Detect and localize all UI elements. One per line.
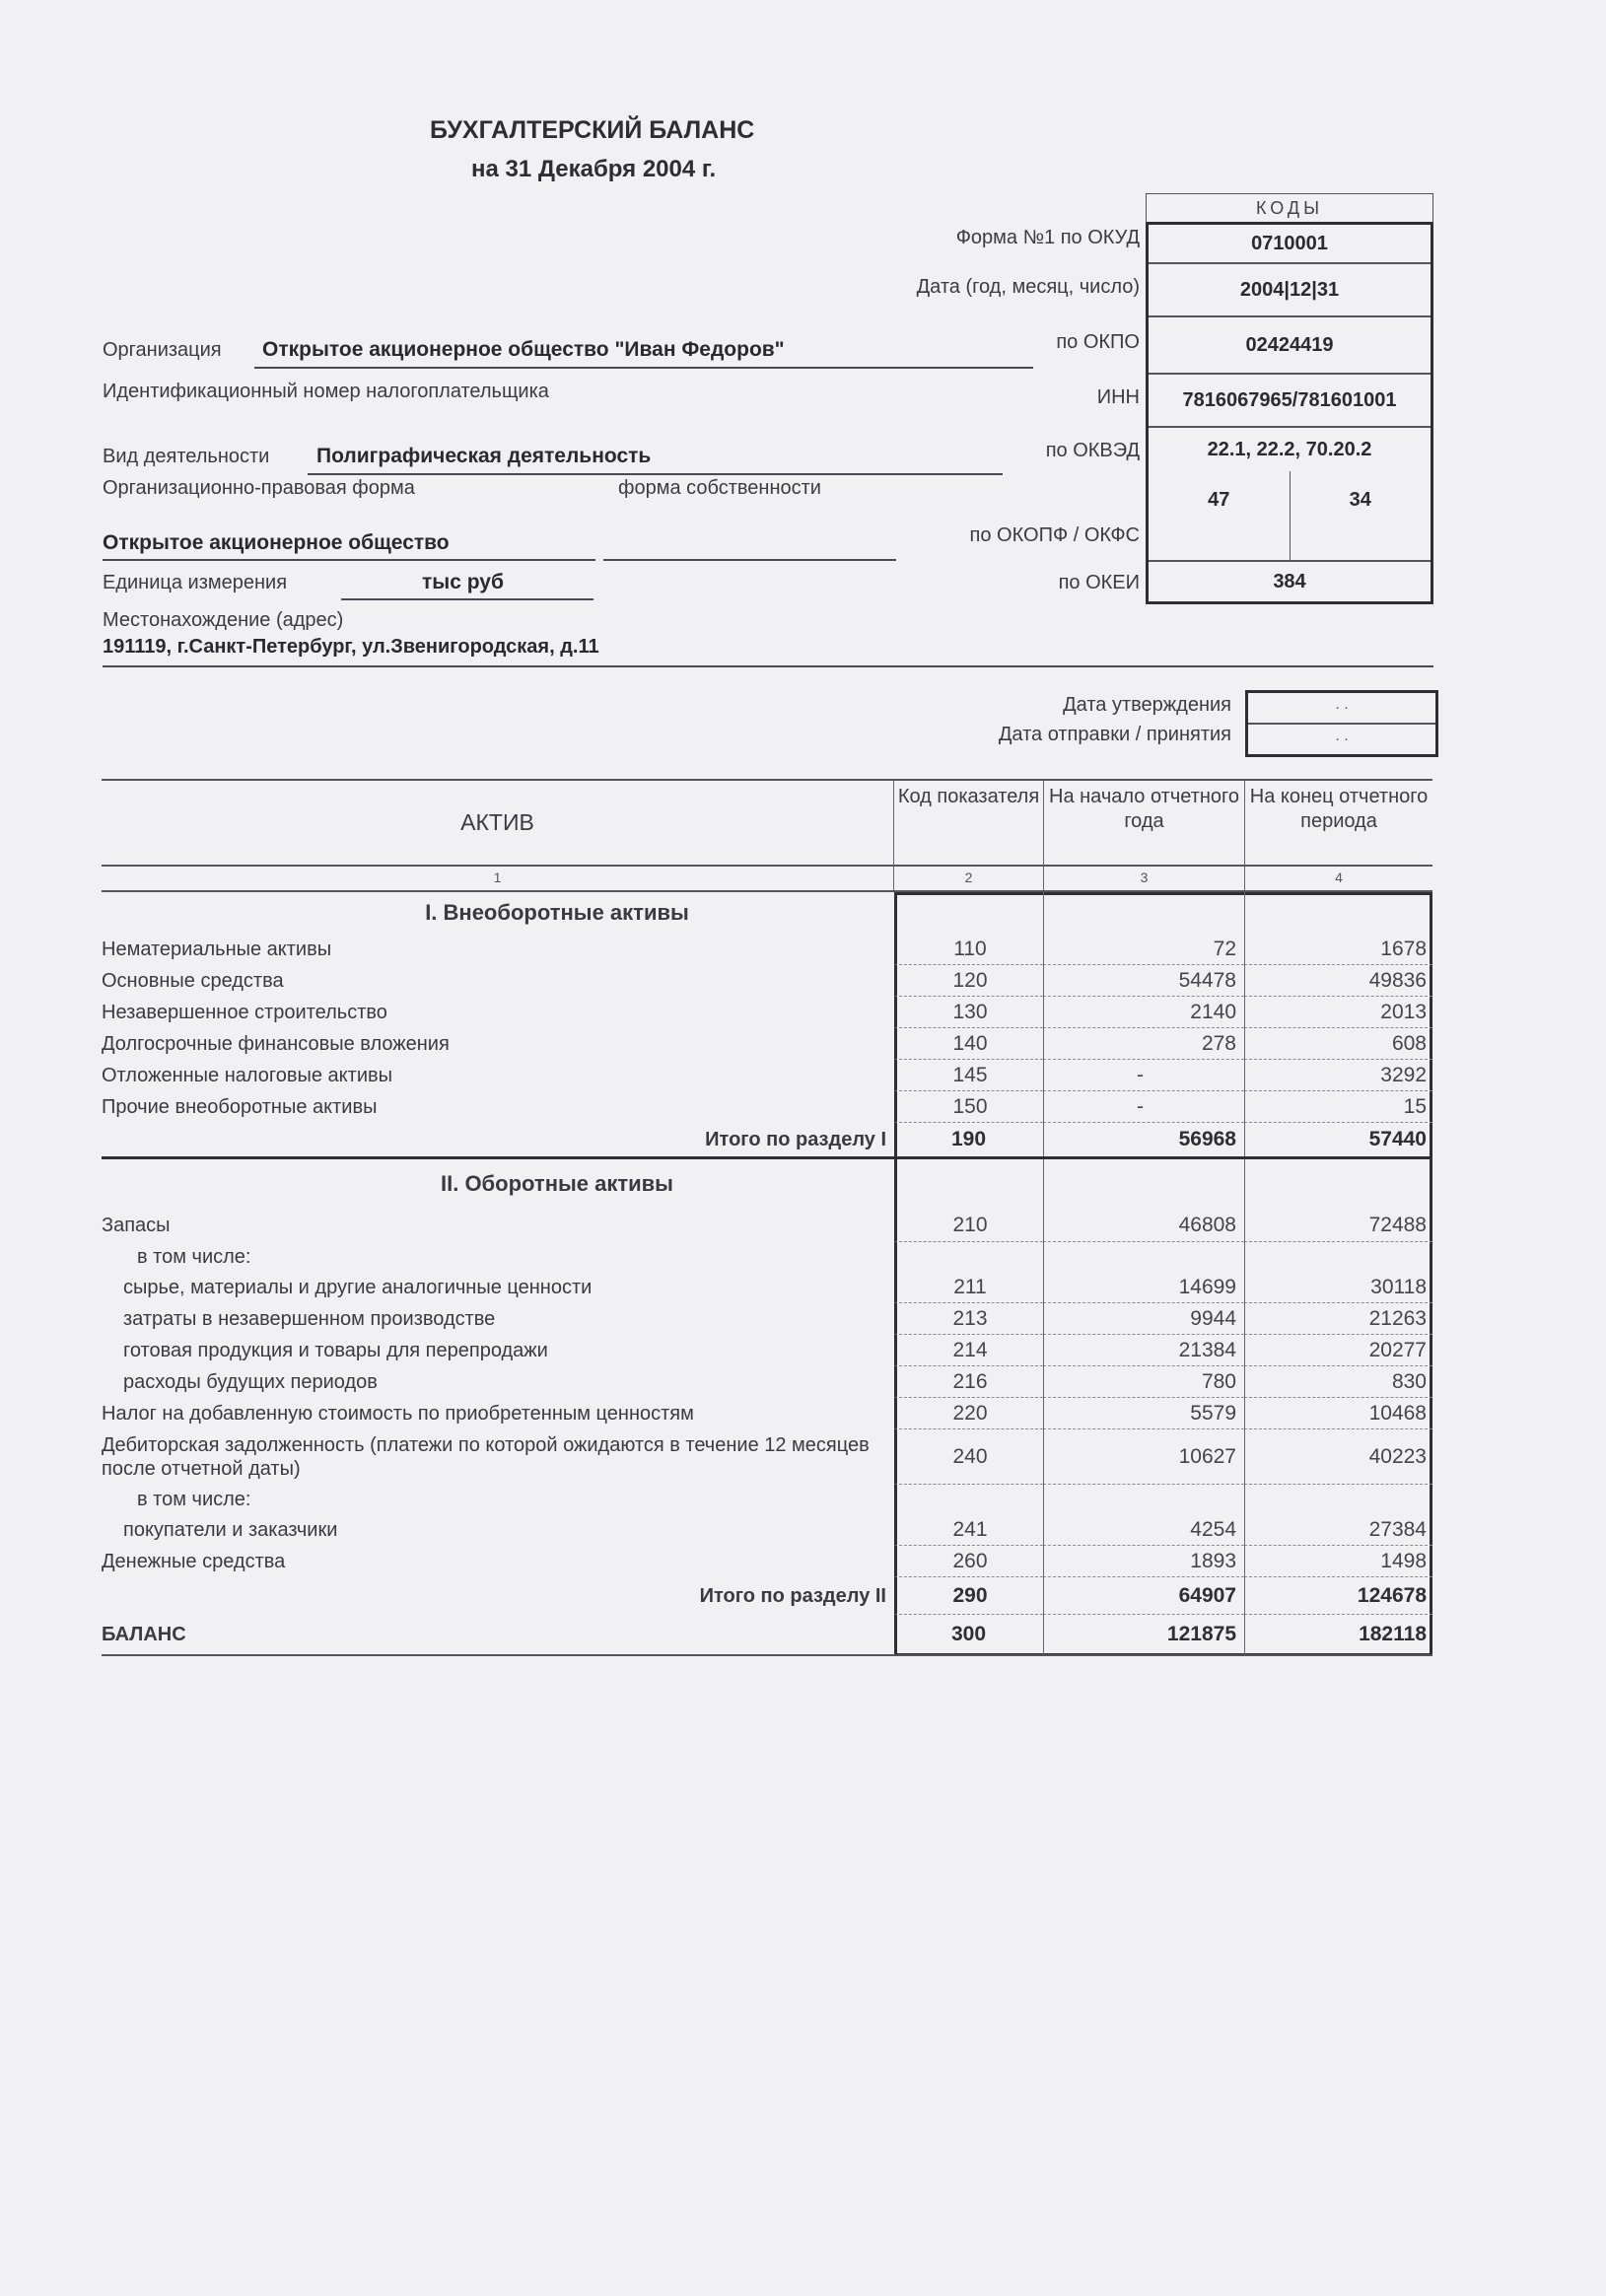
row-end-value: 2013 [1244,997,1432,1028]
table-header-row [102,779,1432,865]
row-end-value: 40223 [1244,1429,1432,1485]
row-label: в том числе: [137,1246,251,1268]
organization-underline [254,367,1033,369]
legal-form-value: Открытое акционерное общество [103,531,450,554]
document-title: БУХГАЛТЕРСКИЙ БАЛАНС [430,116,755,144]
row-label: Долгосрочные финансовые вложения [102,1033,450,1055]
section-2-heading [102,1159,1432,1209]
table-row [102,1060,1432,1091]
row-code: 220 [894,1398,1043,1429]
row-label: покупатели и заказчики [123,1519,338,1541]
row-end-value: 49836 [1244,965,1432,997]
row-end-value: 30118 [1244,1272,1432,1303]
sent-date-value: . . [1335,728,1349,744]
column-number: 4 [1244,867,1432,890]
unit-underline [341,598,594,600]
row-code: 120 [894,965,1043,997]
table-row [102,1429,1432,1485]
total-end-value: 57440 [1244,1123,1432,1156]
row-end-value: 10468 [1244,1398,1432,1429]
table-row [102,934,1432,965]
row-start-value: 780 [1043,1366,1244,1398]
codes-box [1146,193,1433,604]
row-code: 145 [894,1060,1043,1091]
unit-label: Единица измерения [103,572,288,593]
row-label: сырье, материалы и другие аналогичные ценности [123,1277,593,1298]
unit-value: тыс руб [422,571,504,593]
row-label: готовая продукция и товары для перепродажи [123,1340,548,1361]
okopf-okfs-label: по ОКОПФ / ОКФС [969,524,1140,546]
header-start: На начало отчетного года [1043,781,1244,865]
legal-form-underline [103,559,595,561]
row-start-value: 1893 [1043,1546,1244,1577]
row-end-value: 1498 [1244,1546,1432,1577]
row-code: 210 [894,1209,1043,1242]
row-code: 130 [894,997,1043,1028]
ownership-label: форма собственности [618,477,821,499]
total-start-value: 64907 [1043,1577,1244,1615]
section-title: II. Оборотные активы [441,1171,673,1196]
row-label: Основные средства [102,970,284,992]
okei-label: по ОКЕИ [1058,572,1140,593]
row-label: Отложенные налоговые активы [102,1065,392,1086]
approval-date-label: Дата утверждения [1063,694,1231,716]
row-end-value: 3292 [1244,1060,1432,1091]
row-start-value: 2140 [1043,997,1244,1028]
row-end-value: 20277 [1244,1335,1432,1366]
column-number: 3 [1043,867,1244,890]
row-label: Запасы [102,1215,171,1236]
row-code: 140 [894,1028,1043,1060]
activity-value: Полиграфическая деятельность [316,445,652,467]
balance-table [102,779,1432,1656]
row-label: Дебиторская задолженность (платежи по которой ожидаются в течение 12 месяцев после отчетной даты) [102,1434,870,1480]
balance-row [102,1615,1432,1656]
dates-box [1245,690,1438,757]
row-end-value: 21263 [1244,1303,1432,1335]
row-start-value: 4254 [1043,1514,1244,1546]
row-end-value: 15 [1244,1091,1432,1123]
legal-form-label: Организационно-правовая форма [103,477,415,499]
total-end-value: 124678 [1244,1577,1432,1615]
row-code: 214 [894,1335,1043,1366]
table-row [102,1028,1432,1060]
table-row [102,1303,1432,1335]
table-row [102,1398,1432,1429]
balance-code: 300 [950,1623,987,1645]
address-underline [103,665,1433,667]
row-start-value: 278 [1043,1028,1244,1060]
okved-label: по ОКВЭД [1045,440,1140,461]
balance-label: БАЛАНС [102,1624,186,1645]
codes-header: КОДЫ [1146,193,1433,222]
table-row [102,1514,1432,1546]
report-date-code: 2004|12|31 [1149,264,1431,317]
row-end-value: 1678 [1244,934,1432,965]
row-code: 213 [894,1303,1043,1335]
row-start-value: 10627 [1043,1429,1244,1485]
row-code: 260 [894,1546,1043,1577]
row-code: 240 [894,1429,1043,1485]
balance-start-value: 121875 [1043,1615,1244,1654]
column-number-row [102,865,1432,892]
section-1-heading [102,892,1432,934]
row-label: затраты в незавершенном производстве [123,1308,496,1330]
section-title: I. Внеоборотные активы [425,900,689,925]
total-start-value: 56968 [1043,1123,1244,1156]
row-code: 150 [894,1091,1043,1123]
okud-label: Форма №1 по ОКУД [955,227,1140,248]
row-start-value: 21384 [1043,1335,1244,1366]
row-end-value: 72488 [1244,1209,1432,1242]
row-start-value: 54478 [1043,965,1244,997]
inn-code-label: ИНН [1096,386,1140,408]
okopf-code: 47 [1149,471,1291,560]
row-end-value: 608 [1244,1028,1432,1060]
row-start-value: 72 [1043,934,1244,965]
table-row [102,1209,1432,1242]
row-start-value: 14699 [1043,1272,1244,1303]
row-start-value: - [1043,1091,1244,1123]
row-label: расходы будущих периодов [123,1371,378,1393]
header-asset: АКТИВ [102,781,894,865]
row-label: Нематериальные активы [102,939,332,960]
activity-underline [308,473,1003,475]
header-code: Код показателя [897,786,1040,807]
balance-end-value: 182118 [1244,1615,1432,1654]
total-code: 290 [894,1577,1043,1615]
okfs-code: 34 [1349,489,1371,511]
address-label: Местонахождение (адрес) [103,609,344,631]
okud-code: 0710001 [1149,225,1431,264]
total-code: 190 [950,1128,987,1150]
row-label: Денежные средства [102,1551,286,1572]
inn-label: Идентификационный номер налогоплательщика [103,381,549,402]
row-start-value: 5579 [1043,1398,1244,1429]
row-code: 110 [894,934,1043,965]
row-end-value: 27384 [1244,1514,1432,1546]
column-number: 2 [964,870,973,885]
table-row [102,1242,1432,1272]
table-row [102,1485,1432,1514]
row-label: Налог на добавленную стоимость по приобретенным ценностям [102,1403,694,1425]
row-end-value: 830 [1244,1366,1432,1398]
total-label: Итого по разделу I [705,1129,886,1150]
organization-value: Открытое акционерное общество "Иван Федоров" [262,338,785,361]
column-number: 1 [102,867,894,890]
row-label: в том числе: [137,1489,251,1510]
date-label: Дата (год, месяц, число) [916,276,1140,298]
sent-date-label: Дата отправки / принятия [998,724,1231,745]
okpo-label: по ОКПО [1056,331,1140,353]
address-value: 191119, г.Санкт-Петербург, ул.Звенигородская, д.11 [103,636,599,658]
document-date: на 31 Декабря 2004 г. [471,156,717,182]
table-row [102,997,1432,1028]
row-code: 216 [894,1366,1043,1398]
table-row [102,1335,1432,1366]
ownership-underline [603,559,896,561]
okei-code: 384 [1273,570,1306,592]
table-row [102,1272,1432,1303]
row-start-value: 9944 [1043,1303,1244,1335]
activity-label: Вид деятельности [103,446,270,467]
table-row [102,1546,1432,1577]
approval-date-value: . . [1248,693,1435,725]
row-start-value: 46808 [1043,1209,1244,1242]
table-row [102,1091,1432,1123]
row-label: Незавершенное строительство [102,1002,387,1023]
organization-label: Организация [103,339,222,361]
row-label: Прочие внеоборотные активы [102,1096,378,1118]
row-code: 241 [894,1514,1043,1546]
section-2-total-row [102,1577,1432,1615]
section-1-total-row [102,1123,1432,1159]
okpo-code: 02424419 [1149,317,1431,375]
okved-code: 22.1, 22.2, 70.20.2 [1207,438,1372,460]
header-end: На конец отчетного периода [1244,781,1432,865]
row-code: 211 [894,1272,1043,1303]
table-row [102,1366,1432,1398]
inn-code: 7816067965/781601001 [1149,375,1431,428]
row-start-value: - [1043,1060,1244,1091]
table-row [102,965,1432,997]
total-label: Итого по разделу II [699,1585,886,1607]
table-body [102,892,1432,1656]
